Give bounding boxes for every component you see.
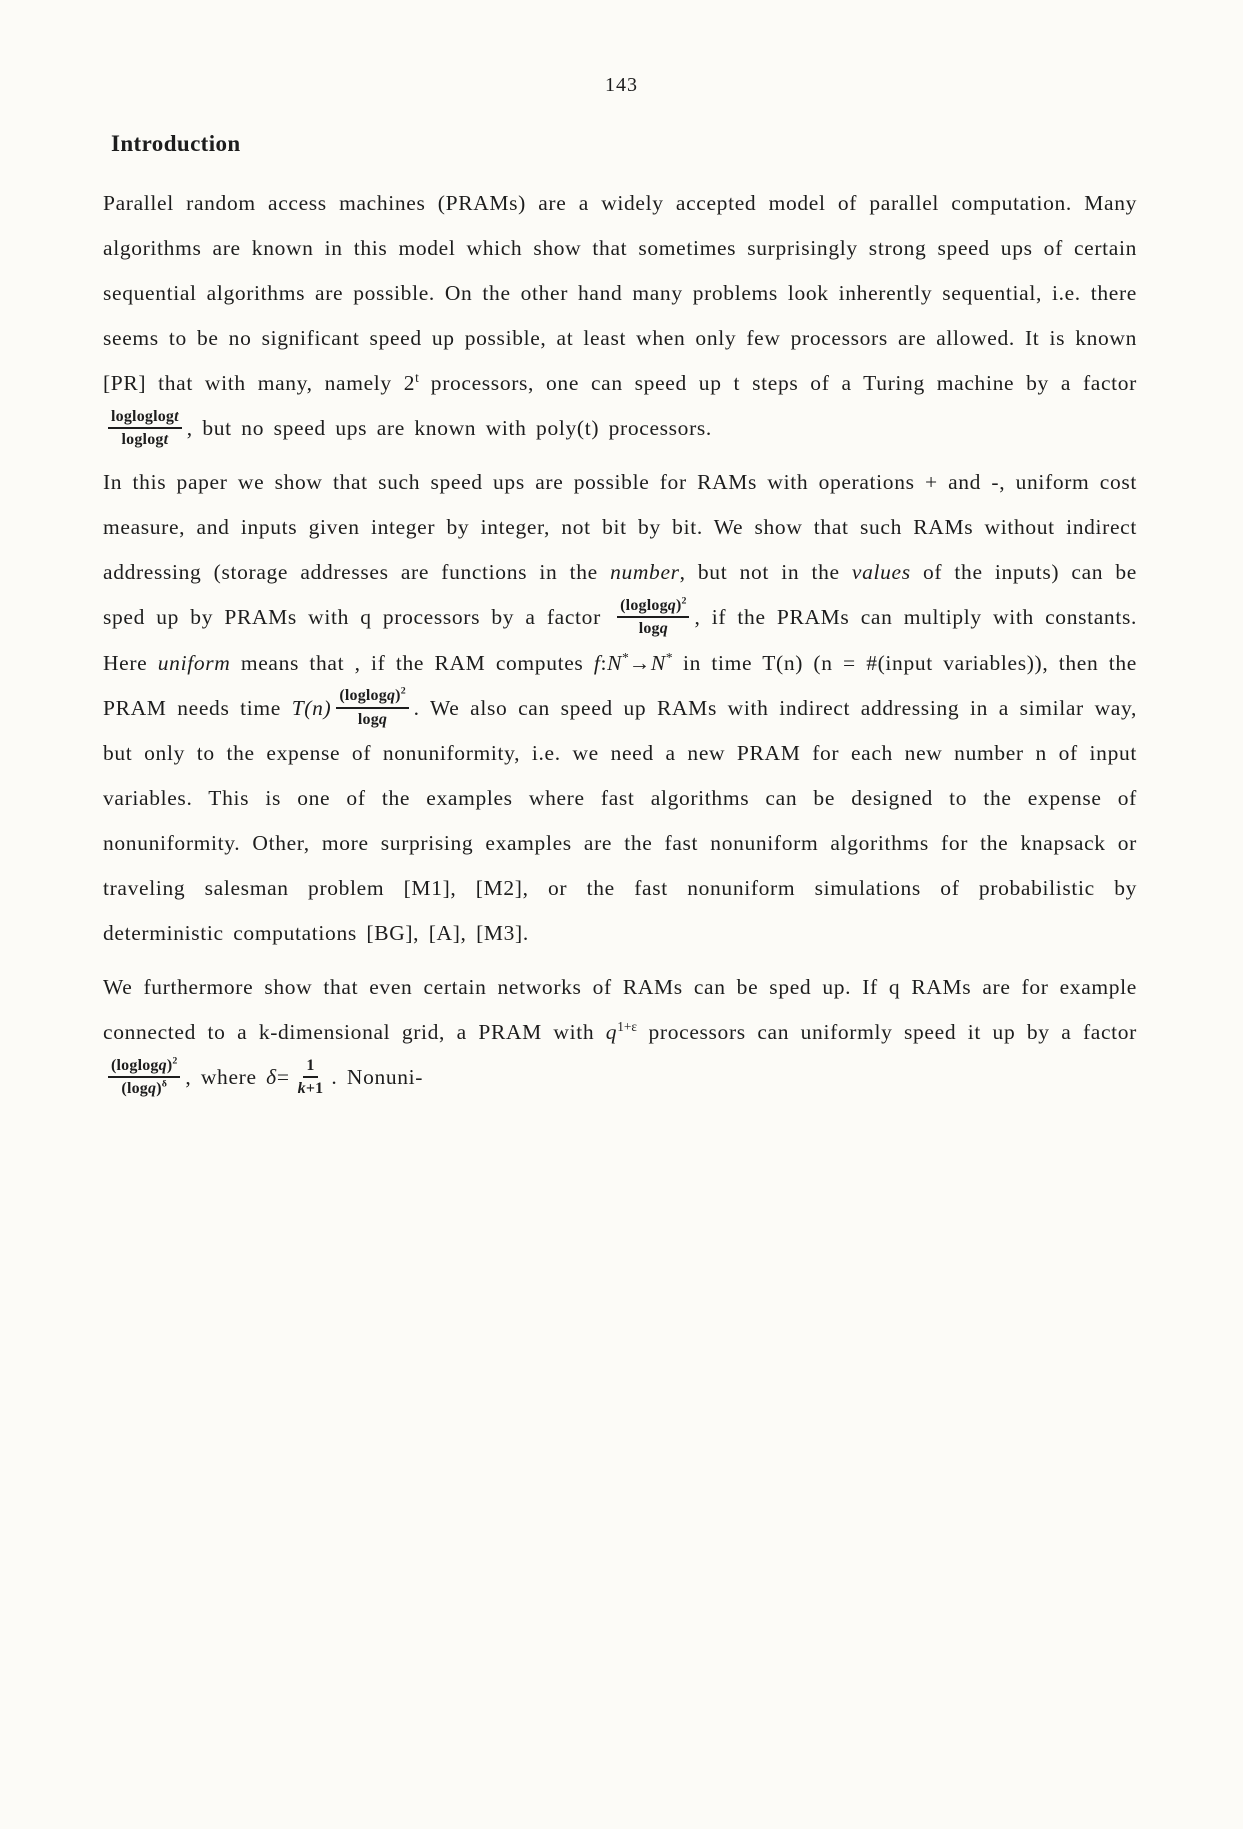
paragraph: In this paper we show that such speed ups are possible for RAMs with operations + and -, uniform cost measure, and inputs given integer by integer, not bit by bit. We show that such RAMs without indirect addressing (storage addresses are functions in the number, but not in the values of the inputs) can be sped up by PRAMs with q processors by a factor $\frac{(loglogq)^2}{\log q}$ , if the PRAMs can multiply with constants. Here uniform means that , if the RAM computes f:N*→N* in time T(n) (n = #(input variables)), then the PRAM needs time T(n) $\frac{(loglogq)^2}{\log q}$ . We also can speed up RAMs with indirect addressing in a similar way, but only to the expense of nonuniformity, i.e. we need a new PRAM for each new number n of input variables. This is one of the examples where fast algorithms can be designed to the expense of nonuniformity. Other, more surprising examples are the fast nonuniform algorithms for the knapsack or traveling salesman problem [M1], [M2], or the fast nonuniform simulations of probabilistic by deterministic computations [BG], [A], [M3]. (103, 470, 1137, 945)
italic-text: δ (266, 1064, 277, 1089)
paragraph: We furthermore show that even certain networks of RAMs can be sped up. If q RAMs are for example connected to a k-dimensional grid, a PRAM with $q^{1+\varepsilon}$ processors can uniformly speed it up by a factor $\frac{(loglogq)^2}{(\log q)^\delta}$ , where δ= $\frac{1}{k+1}$ . Nonuni- (103, 974, 1137, 1097)
italic-text: values (851, 560, 911, 585)
page-number: 143 (605, 74, 638, 96)
italic-text: q (158, 1056, 167, 1074)
paragraph: Parallel random access machines (PRAMs) are a widely accepted model of parallel computation. Many algorithms are known in this model which show that sometimes surprisingly strong speed ups of certain sequential algorithms are possible. On the other hand many problems look inherently sequential, i.e. there seems to be no significant speed up possible, at least when only few processors are allowed. It is known [PR] that with many, namely 2$^t$ processors, one can speed up t steps of a Turing machine by a factor $\frac{\text{logloglogt}}{\text{loglogt}}$ , but no speed ups are known with poly(t) processors. (103, 191, 1137, 449)
fraction-denominator: $(\log q)^\delta$ (121, 1078, 167, 1097)
fraction-denominator: logq (638, 620, 668, 638)
fraction-numerator: $(loglogq)^2$ (108, 1056, 180, 1078)
italic-text: f (593, 650, 601, 675)
paragraphs (103, 181, 1137, 1100)
italic-text: q (148, 1079, 157, 1097)
italic-text: N (650, 650, 666, 675)
italic-text: number (610, 560, 680, 585)
inline-fraction (295, 1056, 327, 1098)
inline-fraction (108, 1056, 180, 1098)
superscript: 2 (172, 1055, 178, 1067)
fraction-numerator: $(loglogq)^2$ (617, 596, 689, 618)
fraction-numerator: 1 (303, 1056, 317, 1078)
superscript: 1+ε (617, 1018, 637, 1034)
italic-text: k (297, 1079, 306, 1097)
superscript: δ (161, 1078, 167, 1090)
italic-text: q (378, 710, 388, 728)
fraction-numerator: logloglogt (108, 407, 182, 429)
italic-text: q (667, 597, 676, 615)
italic-text: T(n) (291, 695, 332, 720)
italic-text: t (163, 431, 169, 449)
italic-text: uniform (157, 650, 231, 675)
italic-text: q (659, 620, 668, 638)
fraction-denominator: loglogt (121, 431, 169, 449)
inline-fraction (617, 596, 689, 638)
inline-fraction (108, 407, 182, 449)
superscript: t (415, 369, 419, 385)
fraction-numerator: $(loglogq)^2$ (336, 686, 408, 708)
superscript: 2 (400, 686, 406, 698)
italic-text: N (607, 650, 623, 675)
superscript: * (665, 649, 673, 665)
italic-text: q (605, 1019, 618, 1044)
superscript: * (622, 649, 629, 665)
italic-text: t (174, 407, 179, 425)
section-heading: Introduction (111, 131, 241, 156)
superscript: 2 (681, 595, 687, 607)
page-content (103, 131, 1137, 1100)
italic-text: q (386, 687, 396, 705)
fraction-denominator: logq (357, 710, 388, 728)
fraction-denominator: k+1 (297, 1079, 324, 1097)
inline-fraction (336, 686, 408, 728)
